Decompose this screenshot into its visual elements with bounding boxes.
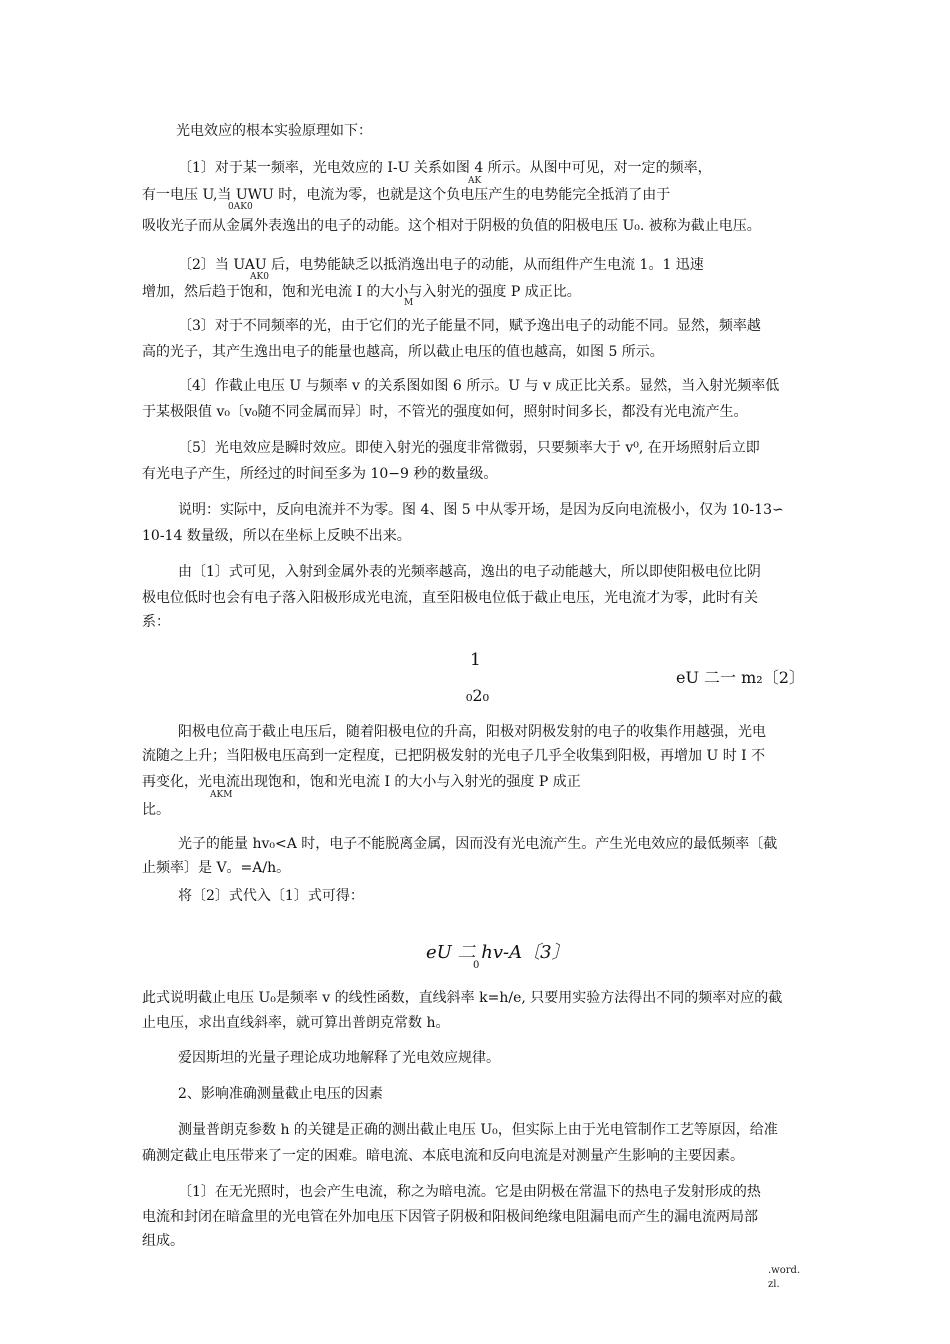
- note-line-2: 10-14 数量级，所以在坐标上反映不出来。: [142, 528, 411, 544]
- p7-line-1: 阳极电位高于截止电压后，随着阳极电位的升高，阳极对阴极发射的电子的收集作用越强，光电: [178, 724, 766, 740]
- p5-line-1: 〔5〕光电效应是瞬时效应。即使入射光的强度非常微弱，只要频率大于 v⁰, 在开场照射后立即: [178, 440, 760, 456]
- eq3-subscript: 0: [473, 960, 480, 971]
- p1-line-3: 吸收光子而从金属外表逸出的电子的动能。这个相对于阴极的负值的阳极电压 U₀. 被称为截止电压。: [142, 218, 761, 234]
- p3-line-1: 〔3〕对于不同频率的光，由于它们的光子能量不同，赋予逸出电子的动能不同。显然，频率越: [178, 318, 761, 334]
- p5-line-2: 有光电子产生，所经过的时间至多为 10−9 秒的数量级。: [142, 466, 498, 482]
- p1-subscript-2: 0AK0: [228, 202, 253, 212]
- p3-line-2: 高的光子，其产生逸出电子的能量也越高，所以截止电压的值也越高，如图 5 所示。: [142, 344, 664, 360]
- p4-line-2: 于某极限值 v₀〔v₀随不同金属而异〕时，不管光的强度如何，照射时间多长，都没有光电流产生。: [142, 404, 748, 420]
- p8-line-2: 止频率〕是 V。=A/h。: [142, 860, 291, 876]
- p14-line-1: 〔1〕在无光照时，也会产生电流，称之为暗电流。它是由阴极在常温下的热电子发射形成的热: [178, 1184, 761, 1200]
- eq2-numerator: 1: [470, 650, 481, 670]
- intro-line: 光电效应的根本实验原理如下：: [176, 123, 372, 139]
- p2-subscript-1: AK0: [250, 272, 269, 282]
- p8-line-1: 光子的能量 hv₀<A 时，电子不能脱离金属，因而没有光电流产生。产生光电效应的最低频率〔截: [178, 836, 778, 852]
- p13-line-1: 测量普朗克参数 h 的关键是正确的测出截止电压 U₀，但实际上由于光电管制作工艺等原因，给准: [178, 1122, 778, 1138]
- p7-line-2: 流随之上升；当阳极电压高到一定程度，已把阴极发射的光电子几乎全收集到阳极，再增加 U 时 I 不: [142, 748, 766, 764]
- footer-word: .word.: [768, 1265, 801, 1276]
- eq2-denominator: ₀2₀: [466, 686, 490, 705]
- note-line-1: 说明：实际中，反向电流并不为零。图 4、图 5 中从零开场，是因为反向电流极小，仅为 10-13∽: [178, 502, 784, 518]
- p2-line-2: 增加，然后趋于饱和，饱和光电流 I 的大小与入射光的强度 P 成正比。: [142, 284, 581, 300]
- p1-line-1: 〔1〕对于某一频率，光电效应的 I-U 关系如图 4 所示。从图中可见，对一定的频率，: [178, 160, 712, 176]
- footer-zl: zl.: [768, 1279, 780, 1290]
- p2-subscript-2: M: [404, 298, 414, 308]
- p7-line-3: 再变化，光电流出现饱和，饱和光电流 I 的大小与入射光的强度 P 成正: [142, 774, 581, 790]
- p13-line-2: 确测定截止电压带来了一定的困难。暗电流、本底电流和反向电流是对测量产生影响的主要因素。: [142, 1148, 744, 1164]
- p4-line-1: 〔4〕作截止电压 U 与频率 v 的关系图如图 6 所示。U 与 v 成正比关系。显然，当入射光频率低: [178, 378, 780, 394]
- p10-line-2: 止电压，求出直线斜率，就可算出普朗克常数 h。: [142, 1015, 450, 1031]
- p6-line-1: 由〔1〕式可见，入射到金属外表的光频率越高，逸出的电子动能越大，所以即使阳极电位比阴: [178, 564, 761, 580]
- p10-line-1: 此式说明截止电压 U₀是频率 v 的线性函数，直线斜率 k=h/e, 只要用实验方法得出不同的频率对应的截: [142, 990, 783, 1006]
- eq3-main: eU 二 hv-A〔3〕: [426, 942, 570, 963]
- p14-line-3: 组成。: [142, 1233, 184, 1249]
- p7-line-4: 比。: [142, 802, 170, 818]
- p1-subscript-1: AK: [468, 176, 482, 186]
- section-heading: 2、影响准确测量截止电压的因素: [178, 1086, 383, 1102]
- p2-line-1: 〔2〕当 UAU 后，电势能缺乏以抵消逸出电子的动能，从而组件产生电流 1。1 迅速: [178, 257, 704, 273]
- eq2-rhs: eU 二一 m₂〔2〕: [676, 668, 805, 687]
- p14-line-2: 电流和封闭在暗盒里的光电管在外加电压下因管子阴极和阳极间绝缘电阻漏电而产生的漏电流两局部: [142, 1209, 758, 1225]
- p9-line: 将〔2〕式代入〔1〕式可得：: [178, 888, 364, 904]
- p1-line-2: 有一电压 U,当 UWU 时，电流为零，也就是这个负电压产生的电势能完全抵消了由于: [142, 187, 671, 203]
- p11-line: 爱因斯坦的光量子理论成功地解释了光电效应规律。: [178, 1050, 500, 1066]
- p6-line-3: 系：: [142, 614, 170, 630]
- p7-subscript: AKM: [210, 790, 233, 800]
- p6-line-2: 极电位低时也会有电子落入阳极形成光电流，直至阳极电位低于截止电压，光电流才为零，此时有关: [142, 590, 758, 606]
